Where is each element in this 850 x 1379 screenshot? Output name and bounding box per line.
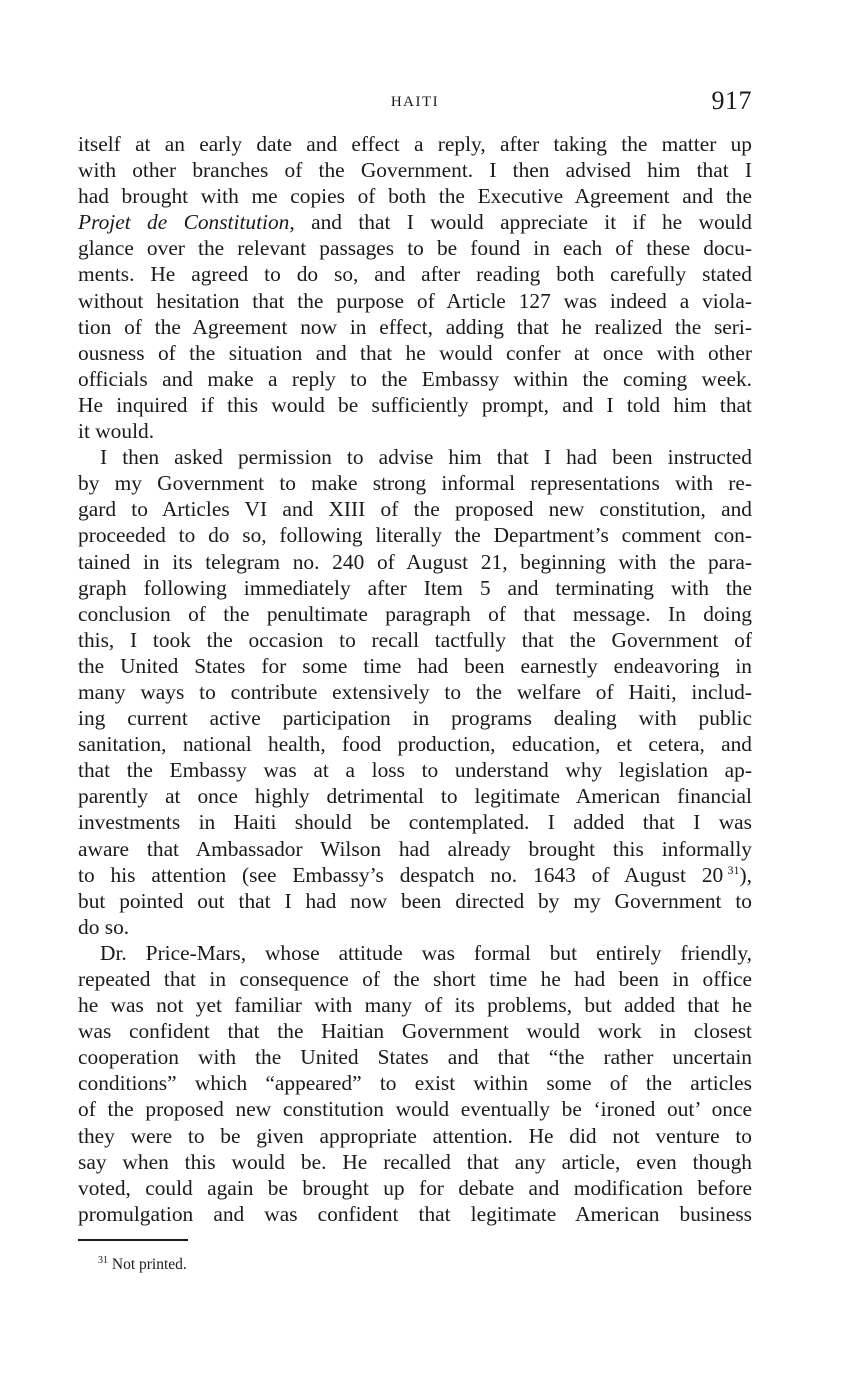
text-fragment: to his attention (see Embassy’s despatch no. 1643 of August 20 [78, 862, 724, 887]
text-line: conclusion of the penultimate paragraph of that message. In doing [78, 601, 752, 626]
text-line: voted, could again be brought up for debate and modification before [78, 1175, 752, 1200]
text-line: parently at once highly detrimental to legitimate American financial [78, 784, 752, 809]
footnote-divider [78, 1239, 188, 1241]
text-fragment: ), [739, 862, 752, 887]
text-line: glance over the relevant passages to be found in each of these docu- [78, 236, 752, 261]
footnote-reference: 31 [727, 862, 740, 877]
running-head [78, 84, 752, 124]
text-line: sanitation, national health, food production, education, et cetera, and [78, 732, 752, 757]
document-page [78, 84, 752, 1275]
text-line: investments in Haiti should be contemplated. I added that I was [78, 810, 752, 835]
text-line: He inquired if this would be sufficiently prompt, and I told him that [78, 392, 752, 417]
text-line: without hesitation that the purpose of Article 127 was indeed a viola- [78, 288, 752, 313]
text-line: say when this would be. He recalled that any article, even though [78, 1149, 752, 1174]
text-line: many ways to contribute extensively to the welfare of Haiti, includ- [78, 679, 752, 704]
text-line: with other branches of the Government. I then advised him that I [78, 158, 752, 183]
text-line: it would. [78, 419, 155, 444]
text-line: gard to Articles VI and XIII of the proposed new constitution, and [78, 497, 752, 522]
text-line: they were to be given appropriate attention. He did not venture to [78, 1123, 752, 1148]
italic-title: Projet de Constitution, [78, 210, 295, 235]
text-line: was confident that the Haitian Government would work in closest [78, 1019, 752, 1044]
footnote-text: Not printed. [108, 1255, 187, 1273]
text-line: that the Embassy was at a loss to understand why legislation ap- [78, 758, 752, 783]
text-line: I then asked permission to advise him that I had been instructed [100, 445, 752, 470]
text-line: of the proposed new constitution would eventually be ‘ironed out’ once [78, 1097, 752, 1122]
text-line: promulgation and was confident that legitimate American business [78, 1201, 752, 1226]
text-line [78, 862, 752, 888]
text-fragment: and that I would appreciate it if he would [294, 210, 752, 235]
text-line: conditions” which “appeared” to exist within some of the articles [78, 1071, 752, 1096]
text-line: tion of the Agreement now in effect, adding that he realized the seri- [78, 314, 752, 339]
text-line: had brought with me copies of both the Executive Agreement and the [78, 184, 752, 209]
text-line: this, I took the occasion to recall tactfully that the Government of [78, 627, 752, 652]
running-title: HAITI [390, 94, 440, 110]
text-line: ousness of the situation and that he would confer at once with other [78, 340, 752, 365]
text-line: the United States for some time had been earnestly endeavoring in [78, 653, 752, 678]
footnote-mark: 31 [98, 1254, 108, 1266]
text-line: but pointed out that I had now been directed by my Government to [78, 888, 752, 913]
footnote [78, 1255, 752, 1275]
body-text [78, 131, 752, 1227]
text-line: by my Government to make strong informal representations with re- [78, 471, 752, 496]
text-line [78, 209, 752, 235]
text-line: repeated that in consequence of the short time he had been in office [78, 967, 752, 991]
text-line: do so. [78, 914, 130, 939]
text-line: he was not yet familiar with many of its problems, but added that he [78, 993, 752, 1018]
text-line: tained in its telegram no. 240 of August 21, beginning with the para- [78, 549, 752, 574]
text-line: officials and make a reply to the Embassy within the coming week. [78, 366, 752, 391]
text-line: aware that Ambassador Wilson had already brought this informally [78, 836, 752, 861]
text-line: ing current active participation in programs dealing with public [78, 706, 752, 731]
text-line: Dr. Price-Mars, whose attitude was formal but entirely friendly, [100, 940, 752, 965]
text-line: graph following immediately after Item 5 and terminating with the [78, 575, 752, 600]
text-line: ments. He agreed to do so, and after reading both carefully stated [78, 262, 752, 287]
text-line: proceeded to do so, following literally the Department’s comment con- [78, 523, 752, 548]
page-number: 917 [711, 86, 752, 115]
text-line: cooperation with the United States and that “the rather uncertain [78, 1045, 752, 1070]
text-line: itself at an early date and effect a reply, after taking the matter up [78, 132, 752, 156]
